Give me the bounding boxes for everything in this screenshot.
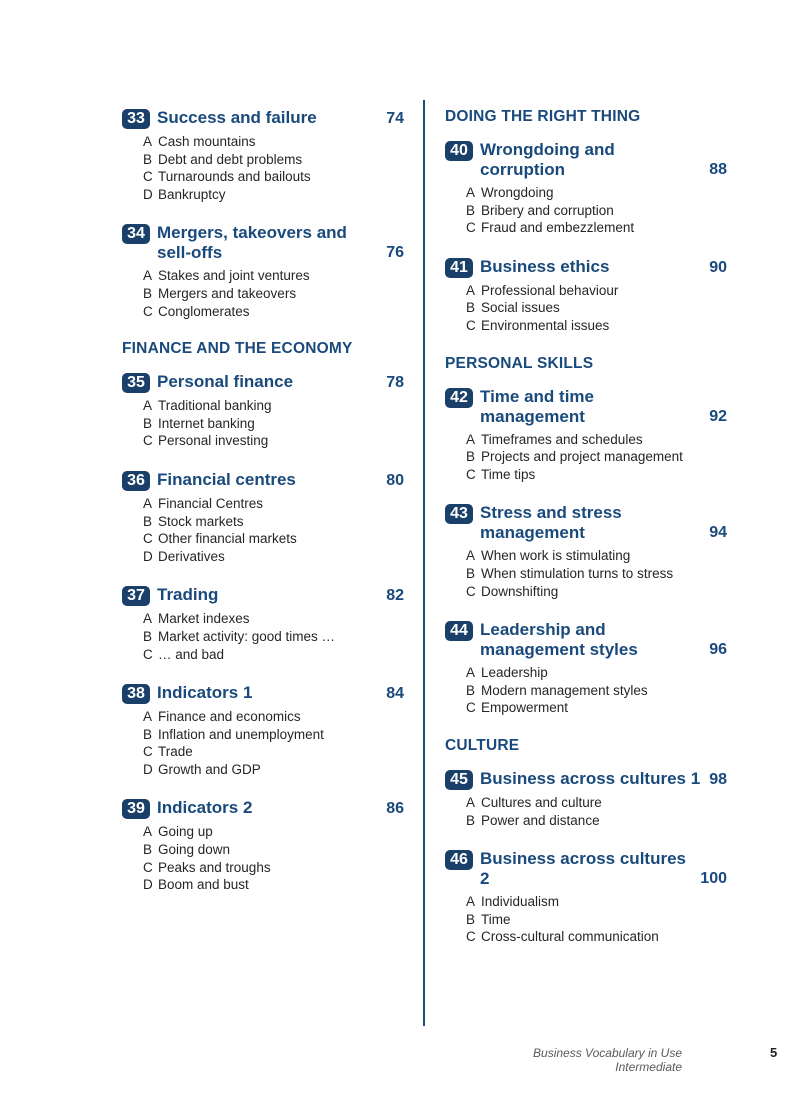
subtopic-text: Wrongdoing — [481, 185, 554, 200]
subtopic-item — [143, 823, 404, 841]
subtopic-text: Environmental issues — [481, 317, 610, 333]
subtopic-text: Conglomerates — [158, 303, 250, 319]
subtopic-item — [143, 743, 404, 761]
subtopic-text: Time tips — [481, 466, 536, 482]
subtopic-item — [143, 285, 404, 303]
subtopic-text: Stakes and joint ventures — [158, 268, 310, 284]
unit-entry — [445, 140, 727, 237]
unit-subtopics — [143, 495, 404, 565]
subtopic-text: Turnarounds and bailouts — [158, 169, 311, 185]
subtopic-text: Cross-cultural communication — [481, 929, 659, 945]
subtopic-letter: C — [466, 583, 476, 599]
unit-entry — [122, 223, 404, 320]
subtopic-text: Cash mountains — [158, 134, 256, 149]
subtopic-letter: B — [466, 300, 476, 316]
subtopic-letter: A — [143, 398, 153, 414]
subtopic-letter: B — [466, 565, 476, 581]
subtopic-text: Going down — [158, 842, 231, 858]
subtopic-text: Power and distance — [481, 812, 600, 828]
subtopic-letter: B — [466, 449, 476, 465]
unit-header — [122, 108, 404, 129]
section-heading: FINANCE AND THE ECONOMY — [122, 340, 353, 358]
subtopic-letter: B — [143, 151, 153, 167]
unit-number-badge: 41 — [445, 258, 473, 278]
subtopic-item — [466, 184, 727, 202]
unit-page-number: 84 — [386, 685, 404, 703]
unit-page-number: 90 — [709, 258, 727, 276]
unit-entry — [445, 769, 727, 829]
subtopic-item — [143, 415, 404, 433]
subtopic-item — [466, 928, 727, 946]
unit-title: Financial centres — [157, 469, 296, 489]
subtopic-text: Modern management styles — [481, 682, 648, 698]
subtopic-text: Growth and GDP — [158, 761, 261, 777]
subtopic-letter: A — [466, 665, 476, 681]
subtopic-text: Market indexes — [158, 611, 250, 627]
subtopic-letter: B — [143, 726, 153, 742]
subtopic-letter: B — [466, 682, 476, 698]
subtopic-text: Other financial markets — [158, 531, 297, 547]
unit-subtopics — [143, 133, 404, 203]
subtopic-letter: C — [143, 433, 153, 449]
unit-number-badge: 34 — [122, 224, 150, 244]
subtopic-item — [466, 682, 727, 700]
subtopic-letter: A — [466, 282, 476, 298]
subtopic-item — [143, 432, 404, 450]
unit-number-badge: 35 — [122, 373, 150, 393]
subtopic-letter: C — [466, 929, 476, 945]
subtopic-letter: D — [143, 186, 153, 202]
subtopic-text: Derivatives — [158, 548, 225, 564]
subtopic-letter: C — [466, 220, 476, 236]
unit-subtopics — [143, 823, 404, 893]
subtopic-letter: B — [143, 415, 153, 431]
unit-number-badge: 43 — [445, 504, 473, 524]
unit-header — [122, 683, 404, 704]
subtopic-text: Market activity: good times … — [158, 628, 336, 644]
subtopic-text: Cultures and culture — [481, 794, 602, 810]
subtopic-item — [466, 299, 727, 317]
subtopic-text: When work is stimulating — [481, 548, 631, 564]
unit-header — [122, 798, 404, 819]
subtopic-text: Bribery and corruption — [481, 202, 614, 218]
subtopic-item — [143, 151, 404, 169]
subtopic-letter: A — [466, 794, 476, 810]
subtopic-text: Traditional banking — [158, 398, 272, 414]
subtopic-item — [466, 911, 727, 929]
unit-title: Stress and stress management — [480, 503, 622, 543]
subtopic-text: Social issues — [481, 300, 560, 316]
subtopic-letter: B — [466, 911, 476, 927]
subtopic-item — [466, 282, 727, 300]
unit-header — [445, 257, 727, 278]
unit-title: Wrongdoing and corruption — [480, 140, 615, 179]
subtopic-letter: A — [466, 894, 476, 910]
subtopic-text: Individualism — [481, 894, 560, 910]
subtopic-text: Projects and project management — [481, 449, 683, 465]
subtopic-item — [143, 628, 404, 646]
subtopic-text: Leadership — [481, 665, 548, 681]
subtopic-text: Mergers and takeovers — [158, 285, 297, 301]
unit-header — [122, 372, 404, 393]
unit-title: Success and failure — [157, 108, 317, 127]
subtopic-letter: C — [466, 317, 476, 333]
unit-header — [445, 849, 727, 889]
column-divider — [423, 100, 425, 1026]
unit-page-number: 88 — [709, 161, 727, 178]
unit-number-badge: 44 — [445, 621, 473, 641]
subtopic-letter: B — [466, 812, 476, 828]
unit-entry — [122, 372, 404, 450]
subtopic-text: Timeframes and schedules — [481, 431, 643, 447]
unit-header — [122, 470, 404, 491]
subtopic-item — [466, 466, 727, 484]
unit-page-number: 98 — [709, 770, 727, 788]
subtopic-item — [466, 431, 727, 449]
unit-title: Business across cultures 2 — [480, 849, 686, 889]
unit-number-badge: 46 — [445, 850, 473, 870]
subtopic-item — [466, 893, 727, 911]
subtopic-letter: C — [466, 700, 476, 716]
unit-page-number: 92 — [709, 407, 727, 425]
unit-number-badge: 33 — [122, 109, 150, 129]
unit-subtopics — [466, 282, 727, 335]
subtopic-item — [143, 513, 404, 531]
unit-title: Business across cultures 1 — [480, 768, 701, 788]
subtopic-letter: C — [466, 466, 476, 482]
unit-entry — [122, 470, 404, 565]
subtopic-item — [466, 812, 727, 830]
subtopic-item — [466, 664, 727, 682]
unit-page-number: 78 — [386, 374, 404, 392]
footer-page-number: 5 — [770, 1045, 778, 1060]
subtopic-text: Trade — [158, 744, 193, 760]
unit-page-number: 74 — [386, 110, 404, 127]
unit-entry — [122, 108, 404, 203]
subtopic-text: Internet banking — [158, 415, 255, 431]
unit-subtopics — [466, 547, 727, 600]
unit-entry — [122, 585, 404, 663]
subtopic-item — [143, 708, 404, 726]
unit-number-badge: 39 — [122, 799, 150, 819]
subtopic-item — [466, 583, 727, 601]
subtopic-item — [143, 495, 404, 513]
subtopic-letter: A — [466, 431, 476, 447]
subtopic-item — [143, 530, 404, 548]
subtopic-text: Personal investing — [158, 433, 269, 449]
subtopic-text: Financial Centres — [158, 495, 264, 511]
subtopic-item — [143, 133, 404, 151]
unit-title: Business ethics — [480, 256, 610, 276]
subtopic-letter: C — [143, 303, 153, 319]
unit-subtopics — [466, 794, 727, 829]
footer-book-title: Business Vocabulary in Use Intermediate — [533, 1046, 682, 1074]
subtopic-item — [143, 186, 404, 204]
unit-subtopics — [143, 397, 404, 450]
subtopic-item — [466, 794, 727, 812]
subtopic-text: Inflation and unemployment — [158, 726, 324, 742]
unit-title: Trading — [157, 585, 219, 605]
unit-number-badge: 36 — [122, 471, 150, 491]
subtopic-letter: B — [143, 628, 153, 644]
unit-entry — [122, 683, 404, 778]
subtopic-text: Professional behaviour — [481, 282, 619, 298]
unit-subtopics — [466, 893, 727, 946]
subtopic-item — [143, 761, 404, 779]
unit-page-number: 82 — [386, 587, 404, 605]
unit-page-number: 96 — [709, 641, 727, 659]
subtopic-item — [143, 841, 404, 859]
unit-subtopics — [466, 184, 727, 237]
unit-title: Indicators 1 — [157, 683, 253, 703]
subtopic-item — [466, 547, 727, 565]
unit-title: Time and time management — [480, 386, 594, 426]
unit-subtopics — [143, 708, 404, 778]
subtopic-text: … and bad — [158, 646, 225, 662]
unit-title: Mergers, takeovers and sell-offs — [157, 223, 347, 263]
subtopic-item — [466, 699, 727, 717]
subtopic-text: Debt and debt problems — [158, 151, 303, 167]
subtopic-item — [143, 876, 404, 894]
unit-entry — [445, 257, 727, 335]
unit-page-number: 80 — [386, 471, 404, 489]
subtopic-item — [466, 565, 727, 583]
subtopic-letter: A — [143, 134, 153, 149]
unit-page-number: 76 — [386, 244, 404, 262]
unit-entry — [122, 798, 404, 893]
unit-header — [445, 387, 727, 427]
subtopic-letter: C — [143, 859, 153, 875]
subtopic-item — [143, 267, 404, 285]
subtopic-letter: C — [143, 646, 153, 662]
subtopic-letter: A — [466, 548, 476, 564]
subtopic-letter: B — [143, 285, 153, 301]
unit-number-badge: 42 — [445, 388, 473, 408]
subtopic-letter: D — [143, 877, 153, 893]
subtopic-text: Fraud and embezzlement — [481, 220, 635, 236]
unit-number-badge: 37 — [122, 586, 150, 606]
subtopic-item — [466, 202, 727, 220]
subtopic-letter: A — [143, 495, 153, 511]
subtopic-letter: C — [143, 744, 153, 760]
subtopic-letter: A — [143, 709, 153, 725]
left-column — [122, 108, 404, 914]
unit-entry — [445, 620, 727, 717]
subtopic-item — [143, 859, 404, 877]
unit-header — [445, 769, 727, 790]
subtopic-text: Stock markets — [158, 513, 244, 529]
subtopic-item — [466, 219, 727, 237]
subtopic-item — [143, 397, 404, 415]
unit-title: Personal finance — [157, 372, 294, 392]
unit-header — [445, 503, 727, 543]
subtopic-item — [143, 646, 404, 664]
unit-subtopics — [466, 664, 727, 717]
unit-number-badge: 38 — [122, 684, 150, 704]
unit-entry — [445, 503, 727, 600]
unit-subtopics — [143, 267, 404, 320]
subtopic-letter: B — [143, 513, 153, 529]
subtopic-text: Going up — [158, 824, 213, 840]
subtopic-item — [143, 610, 404, 628]
subtopic-text: When stimulation turns to stress — [481, 565, 674, 581]
unit-subtopics — [466, 431, 727, 484]
unit-number-badge: 40 — [445, 141, 473, 161]
unit-page-number: 100 — [700, 870, 727, 888]
subtopic-text: Peaks and troughs — [158, 859, 271, 875]
unit-header — [445, 620, 727, 660]
subtopic-item — [143, 726, 404, 744]
subtopic-item — [143, 303, 404, 321]
subtopic-text: Finance and economics — [158, 709, 301, 725]
section-heading: CULTURE — [445, 736, 520, 754]
subtopic-item — [143, 168, 404, 186]
subtopic-item — [466, 317, 727, 335]
subtopic-text: Bankruptcy — [158, 186, 226, 202]
unit-header — [122, 585, 404, 606]
unit-page-number: 94 — [709, 524, 727, 542]
subtopic-letter: A — [143, 611, 153, 627]
subtopic-letter: A — [143, 824, 153, 840]
unit-entry — [445, 849, 727, 946]
unit-title: Leadership and management styles — [480, 620, 638, 660]
subtopic-letter: D — [143, 761, 153, 777]
subtopic-letter: C — [143, 531, 153, 547]
unit-subtopics — [143, 610, 404, 663]
unit-header — [445, 140, 727, 180]
subtopic-text: Boom and bust — [158, 877, 249, 893]
unit-number-badge: 45 — [445, 770, 473, 790]
subtopic-letter: C — [143, 169, 153, 185]
subtopic-letter: D — [143, 548, 153, 564]
subtopic-letter: B — [466, 202, 476, 218]
section-heading: PERSONAL SKILLS — [445, 354, 594, 372]
right-column — [445, 104, 727, 966]
unit-page-number: 86 — [386, 800, 404, 818]
subtopic-text: Empowerment — [481, 700, 569, 716]
subtopic-letter: A — [466, 185, 476, 200]
subtopic-item — [143, 548, 404, 566]
subtopic-letter: A — [143, 268, 153, 284]
unit-title: Indicators 2 — [157, 798, 253, 818]
unit-header — [122, 223, 404, 263]
subtopic-item — [466, 448, 727, 466]
subtopic-letter: B — [143, 842, 153, 858]
subtopic-text: Downshifting — [481, 583, 559, 599]
unit-entry — [445, 387, 727, 484]
subtopic-text: Time — [481, 911, 511, 927]
section-heading: DOING THE RIGHT THING — [445, 108, 641, 125]
